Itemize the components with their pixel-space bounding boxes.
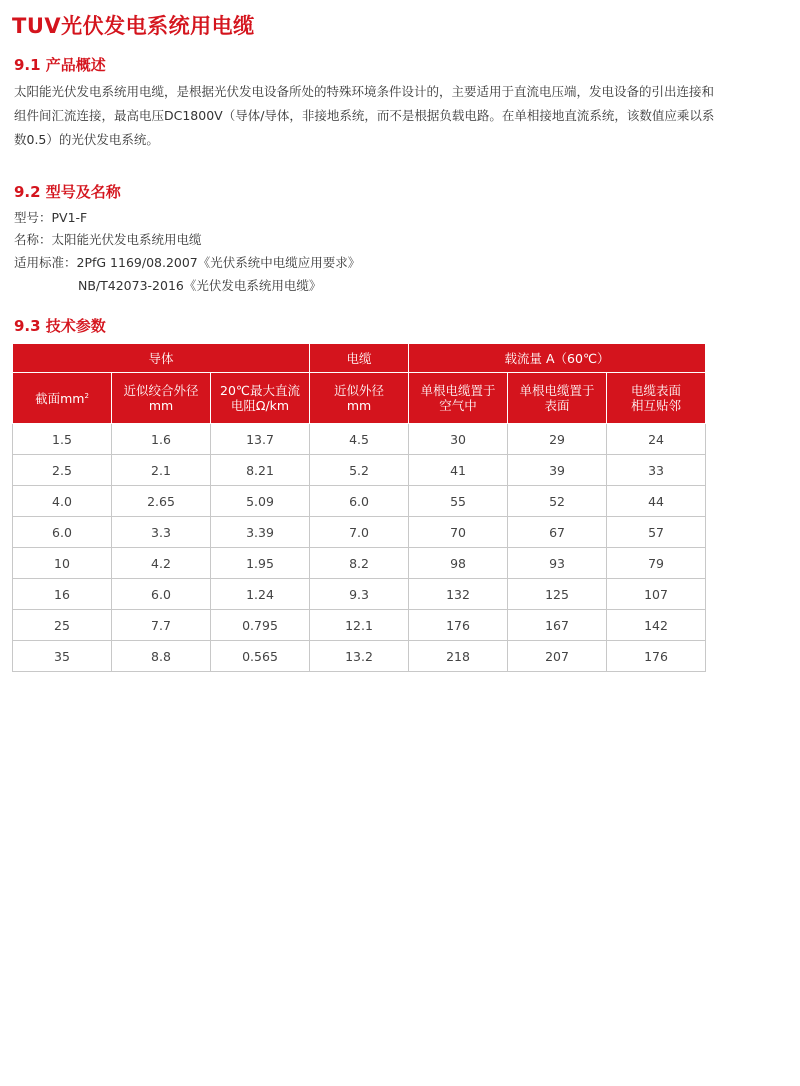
table-cell: 55 [409,486,508,517]
col-header-strand-diameter-line2: mm [148,398,174,413]
table-cell: 218 [409,641,508,672]
table-cell: 3.39 [211,517,310,548]
table-cell: 5.2 [310,455,409,486]
group-header-conductor: 导体 [13,344,310,373]
table-cell: 44 [607,486,706,517]
table-cell: 13.7 [211,424,310,455]
section-heading-model: 9.2 型号及名称 [14,183,121,201]
table-cell: 2.1 [112,455,211,486]
col-header-outer-diameter [310,373,409,424]
table-row [13,610,706,641]
table-cell: 67 [508,517,607,548]
table-cell: 33 [607,455,706,486]
group-header-cable: 电缆 [310,344,409,373]
table-cell: 207 [508,641,607,672]
table-cell: 2.65 [112,486,211,517]
table-cell: 0.795 [211,610,310,641]
col-header-single-in-air-line1: 单根电缆置于 [420,383,496,398]
table-cell: 70 [409,517,508,548]
col-header-outer-diameter-line1: 近似外径 [334,383,385,398]
col-header-section-label: 截面mm [35,390,85,406]
section-heading-specs: 9.3 技术参数 [14,317,106,335]
table-cell: 52 [508,486,607,517]
table-row [13,455,706,486]
table-cell: 167 [508,610,607,641]
table-cell: 1.24 [211,579,310,610]
col-header-adjacent-line1: 电缆表面 [631,383,682,398]
col-header-adjacent-line2: 相互贴邻 [631,398,682,413]
table-row [13,486,706,517]
table-cell: 4.2 [112,548,211,579]
table-cell: 0.565 [211,641,310,672]
table-cell: 7.0 [310,517,409,548]
table-cell: 12.1 [310,610,409,641]
table-cell: 6.0 [112,579,211,610]
table-cell: 176 [607,641,706,672]
col-header-single-on-surface [508,373,607,424]
table-cell: 41 [409,455,508,486]
table-cell: 5.09 [211,486,310,517]
table-cell: 6.0 [310,486,409,517]
table-cell: 6.0 [13,517,112,548]
model-name-line: 名称：太阳能光伏发电系统用电缆 [14,232,202,247]
table-cell: 24 [607,424,706,455]
table-cell: 57 [607,517,706,548]
table-cell: 1.5 [13,424,112,455]
table-cell: 4.0 [13,486,112,517]
col-header-outer-diameter-line2: mm [346,398,372,413]
table-cell: 142 [607,610,706,641]
table-column-header-row [13,373,706,424]
table-cell: 4.5 [310,424,409,455]
table-cell: 8.21 [211,455,310,486]
table-cell: 8.2 [310,548,409,579]
table-cell: 132 [409,579,508,610]
table-cell: 16 [13,579,112,610]
col-header-adjacent [607,373,706,424]
col-header-strand-diameter [112,373,211,424]
table-cell: 1.6 [112,424,211,455]
table-cell: 25 [13,610,112,641]
table-cell: 10 [13,548,112,579]
table-cell: 13.2 [310,641,409,672]
table-cell: 98 [409,548,508,579]
table-cell: 107 [607,579,706,610]
table-cell: 30 [409,424,508,455]
table-cell: 8.8 [112,641,211,672]
table-cell: 7.7 [112,610,211,641]
table-row [13,517,706,548]
table-cell: 39 [508,455,607,486]
spec-table [12,343,706,672]
table-group-header-row [13,344,706,373]
table-cell: 93 [508,548,607,579]
table-cell: 176 [409,610,508,641]
col-header-resistance-line2: 电阻Ω/km [230,398,290,413]
table-row [13,641,706,672]
table-cell: 125 [508,579,607,610]
table-cell: 3.3 [112,517,211,548]
table-cell: 35 [13,641,112,672]
col-header-section-sup: 2 [84,391,89,400]
model-type-line: 型号：PV1-F [14,210,88,225]
col-header-strand-diameter-line1: 近似绞合外径 [123,383,199,398]
col-header-section [13,373,112,424]
overview-paragraph: 太阳能光伏发电系统用电缆，是根据光伏发电设备所处的特殊环境条件设计的，主要适用于直流电压端，发电设备的引出连接和组件间汇流连接，最高电压DC1800V（导体/导体，非接地系统，而不是根据负载电路。在单相接地直流系统，该数值应乘以系数0.5）的光伏发电系统。 [14,84,715,147]
section-heading-overview: 9.1 产品概述 [14,56,106,74]
col-header-single-in-air [409,373,508,424]
table-cell: 29 [508,424,607,455]
table-row [13,424,706,455]
page-title: TUV光伏发电系统用电缆 [12,14,255,38]
standard-line-2: NB/T42073-2016《光伏发电系统用电缆》 [78,278,322,293]
table-row [13,579,706,610]
table-row [13,548,706,579]
group-header-ampacity: 载流量 A（60℃） [409,344,706,373]
col-header-single-in-air-line2: 空气中 [439,398,477,413]
table-cell: 79 [607,548,706,579]
standard-line-1: 适用标准：2PfG 1169/08.2007《光伏系统中电缆应用要求》 [14,255,361,270]
col-header-resistance [211,373,310,424]
col-header-single-on-surface-line2: 表面 [544,398,570,413]
table-cell: 2.5 [13,455,112,486]
table-cell: 1.95 [211,548,310,579]
table-cell: 9.3 [310,579,409,610]
col-header-resistance-line1: 20℃最大直流 [220,383,300,398]
col-header-single-on-surface-line1: 单根电缆置于 [519,383,595,398]
